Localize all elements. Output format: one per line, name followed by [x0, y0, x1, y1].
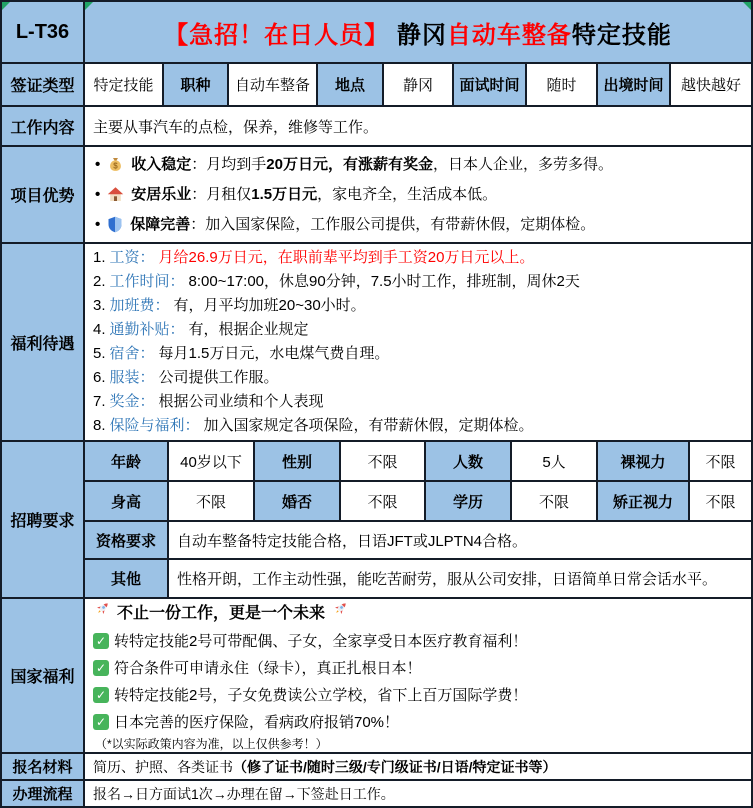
item-label: 工资：	[109, 249, 155, 266]
item-text: 根据公司业绩和个人表现	[158, 393, 324, 410]
req-age-label: 年龄	[85, 442, 169, 480]
item-text: 8:00~17:00，休息90分钟，7.5小时工作，排班制，周休2天	[188, 273, 580, 290]
visa-type-row	[2, 64, 751, 107]
project-advantages-header: 项目优势	[2, 147, 85, 242]
work-content-row	[2, 107, 751, 147]
requirements-header: 招聘要求	[2, 442, 85, 597]
requirements-row	[2, 442, 751, 599]
project-advantages-row	[2, 147, 751, 244]
table-row	[85, 560, 751, 597]
list-item	[93, 246, 743, 270]
page-title	[85, 2, 751, 62]
requirements-table	[85, 442, 751, 597]
visa-type-header: 签证类型	[2, 64, 85, 105]
item-label: 保险与福利：	[109, 417, 200, 434]
item-text: 有，根据企业规定	[188, 321, 309, 338]
list-item	[93, 366, 743, 390]
check-icon: ✓	[93, 633, 109, 649]
item-number: 1.	[93, 249, 106, 266]
item-label: 工作时间：	[109, 273, 185, 290]
table-row	[85, 522, 751, 560]
list-item	[93, 682, 743, 709]
process-text: 报名→日方面试1次→办理在留→下签赴日工作。	[93, 785, 395, 802]
application-materials-text: 简历、护照、各类证书 （修了证书/随时三级/专门级证书/日语/特定证书等）	[93, 758, 557, 775]
req-gender-value: 不限	[341, 442, 426, 480]
req-education-value: 不限	[512, 482, 598, 520]
item-label: 通勤补贴：	[109, 321, 185, 338]
headline-text: 不止一份工作，更是一个未来	[117, 604, 326, 622]
other-requirement-label: 其他	[85, 560, 169, 597]
req-headcount-value: 5人	[512, 442, 598, 480]
job-code: L-T36	[15, 20, 70, 43]
excel-error-triangle-icon	[2, 2, 10, 10]
item-number: 2.	[93, 273, 106, 290]
benefit-text: 符合条件可申请永住（绿卡），真正扎根日本！	[114, 659, 422, 677]
svg-text:$: • $	[113, 161, 118, 171]
list-item	[93, 342, 743, 366]
qualification-text: 自动车整备特定技能合格，日语JFT或JLPTN4合格。	[177, 532, 528, 550]
interview-time-value: 随时	[527, 64, 598, 105]
visa-value: 特定技能	[85, 64, 164, 105]
item-number: 6.	[93, 369, 106, 386]
item-label: 宿舍：	[109, 345, 155, 362]
item-text: 每月1.5万日元，水电煤气费自理。	[158, 345, 390, 362]
item-number: 7.	[93, 393, 106, 410]
welfare-header: 福利待遇	[2, 244, 85, 440]
list-item	[93, 212, 743, 238]
application-materials-row	[2, 754, 751, 781]
benefit-text: 日本完善的医疗保险，看病政府报销70%！	[114, 713, 400, 731]
list-item	[93, 628, 743, 655]
rocket-icon	[93, 599, 111, 628]
req-corrected-vision-label: 矫正视力	[598, 482, 690, 520]
list-item	[93, 182, 743, 208]
item-number: 8.	[93, 417, 106, 434]
benefits-headline	[93, 599, 743, 628]
rocket-icon	[331, 599, 349, 628]
req-marriage-label: 婚否	[255, 482, 341, 520]
list-item	[93, 709, 743, 736]
item-label: 奖金：	[109, 393, 155, 410]
process-header: 办理流程	[2, 781, 85, 806]
interview-time-label: 面试时间	[454, 64, 527, 105]
list-item	[93, 270, 743, 294]
advantage-text: 收入稳定：月均到手20万日元，有涨薪有奖金，日本人企业，多劳多得。	[131, 155, 613, 173]
list-item	[93, 294, 743, 318]
check-icon: ✓	[93, 660, 109, 676]
item-text: 有，月平均加班20~30小时。	[173, 297, 366, 314]
item-label: 加班费：	[109, 297, 170, 314]
req-marriage-value: 不限	[341, 482, 426, 520]
departure-time-label: 出境时间	[598, 64, 671, 105]
list-item	[93, 152, 743, 178]
welfare-list	[85, 244, 751, 440]
req-height-label: 身高	[85, 482, 169, 520]
national-benefits-row	[2, 599, 751, 754]
table-row	[85, 482, 751, 522]
location-value: 静冈	[384, 64, 454, 105]
work-content-header: 工作内容	[2, 107, 85, 145]
title-text: 【急招！在日人员】 静冈自动车整备特定技能	[164, 21, 672, 49]
visa-type-cells	[85, 64, 751, 105]
check-icon: ✓	[93, 687, 109, 703]
national-benefits-list	[85, 599, 751, 752]
item-number: 4.	[93, 321, 106, 338]
check-icon: ✓	[93, 714, 109, 730]
house-icon	[107, 186, 124, 203]
list-item	[93, 655, 743, 682]
excel-error-triangle-icon	[85, 2, 93, 10]
job-type-label: 职种	[164, 64, 229, 105]
job-code-cell	[2, 2, 85, 62]
shield-icon	[107, 216, 123, 233]
location-label: 地点	[318, 64, 384, 105]
job-type-value: 自动车整备	[229, 64, 318, 105]
item-text: 公司提供工作服。	[158, 369, 279, 386]
req-naked-vision-label: 裸视力	[598, 442, 690, 480]
application-materials-header: 报名材料	[2, 754, 85, 779]
item-text: 月给26.9万日元，在职前辈平均到手工资20万日元以上。	[158, 249, 535, 266]
item-text: 加入国家规定各项保险，有带薪休假，定期体检。	[203, 417, 534, 434]
list-item	[93, 318, 743, 342]
national-benefits-header: 国家福利	[2, 599, 85, 752]
list-item	[93, 390, 743, 414]
item-number: 3.	[93, 297, 106, 314]
req-naked-vision-value: 不限	[705, 453, 736, 471]
money-bag-icon	[107, 156, 124, 173]
advantage-text: • 安居乐业：月租仅1.5万日元，家电齐全，生活成本低。	[131, 185, 498, 203]
benefits-disclaimer: （*以实际政策内容为准，以上仅供参考！）	[95, 736, 328, 751]
other-requirement-text: 性格开朗，工作主动性强，能吃苦耐劳，服从公司安排，日语简单日常会话水平。	[177, 571, 718, 588]
header-row	[2, 2, 751, 64]
process-row	[2, 781, 751, 806]
req-corrected-vision-value: 不限	[705, 493, 736, 511]
req-headcount-label: 人数	[426, 442, 512, 480]
departure-time-value: 越快越好	[680, 77, 741, 94]
work-content-text: 主要从事汽车的点检，保养，维修等工作。	[93, 118, 379, 136]
req-height-value: 不限	[169, 482, 255, 520]
list-item	[93, 414, 743, 438]
qualification-label: 资格要求	[85, 522, 169, 558]
item-label: 服装：	[109, 369, 155, 386]
req-gender-label: 性别	[255, 442, 341, 480]
welfare-row	[2, 244, 751, 442]
excel-error-triangle-icon	[743, 2, 751, 10]
req-education-label: 学历	[426, 482, 512, 520]
project-advantages-list	[85, 147, 751, 242]
benefit-text: 转特定技能2号可带配偶、子女，全家享受日本医疗教育福利！	[114, 632, 528, 650]
table-row	[85, 442, 751, 482]
item-number: 5.	[93, 345, 106, 362]
req-age-value: 40岁以下	[169, 442, 255, 480]
advantage-text: • 保障完善：加入国家保险，工作服公司提供，有带薪休假，定期体检。	[130, 215, 596, 233]
benefit-text: 转特定技能2号，子女免费读公立学校，省下上百万国际学费！	[114, 686, 528, 704]
